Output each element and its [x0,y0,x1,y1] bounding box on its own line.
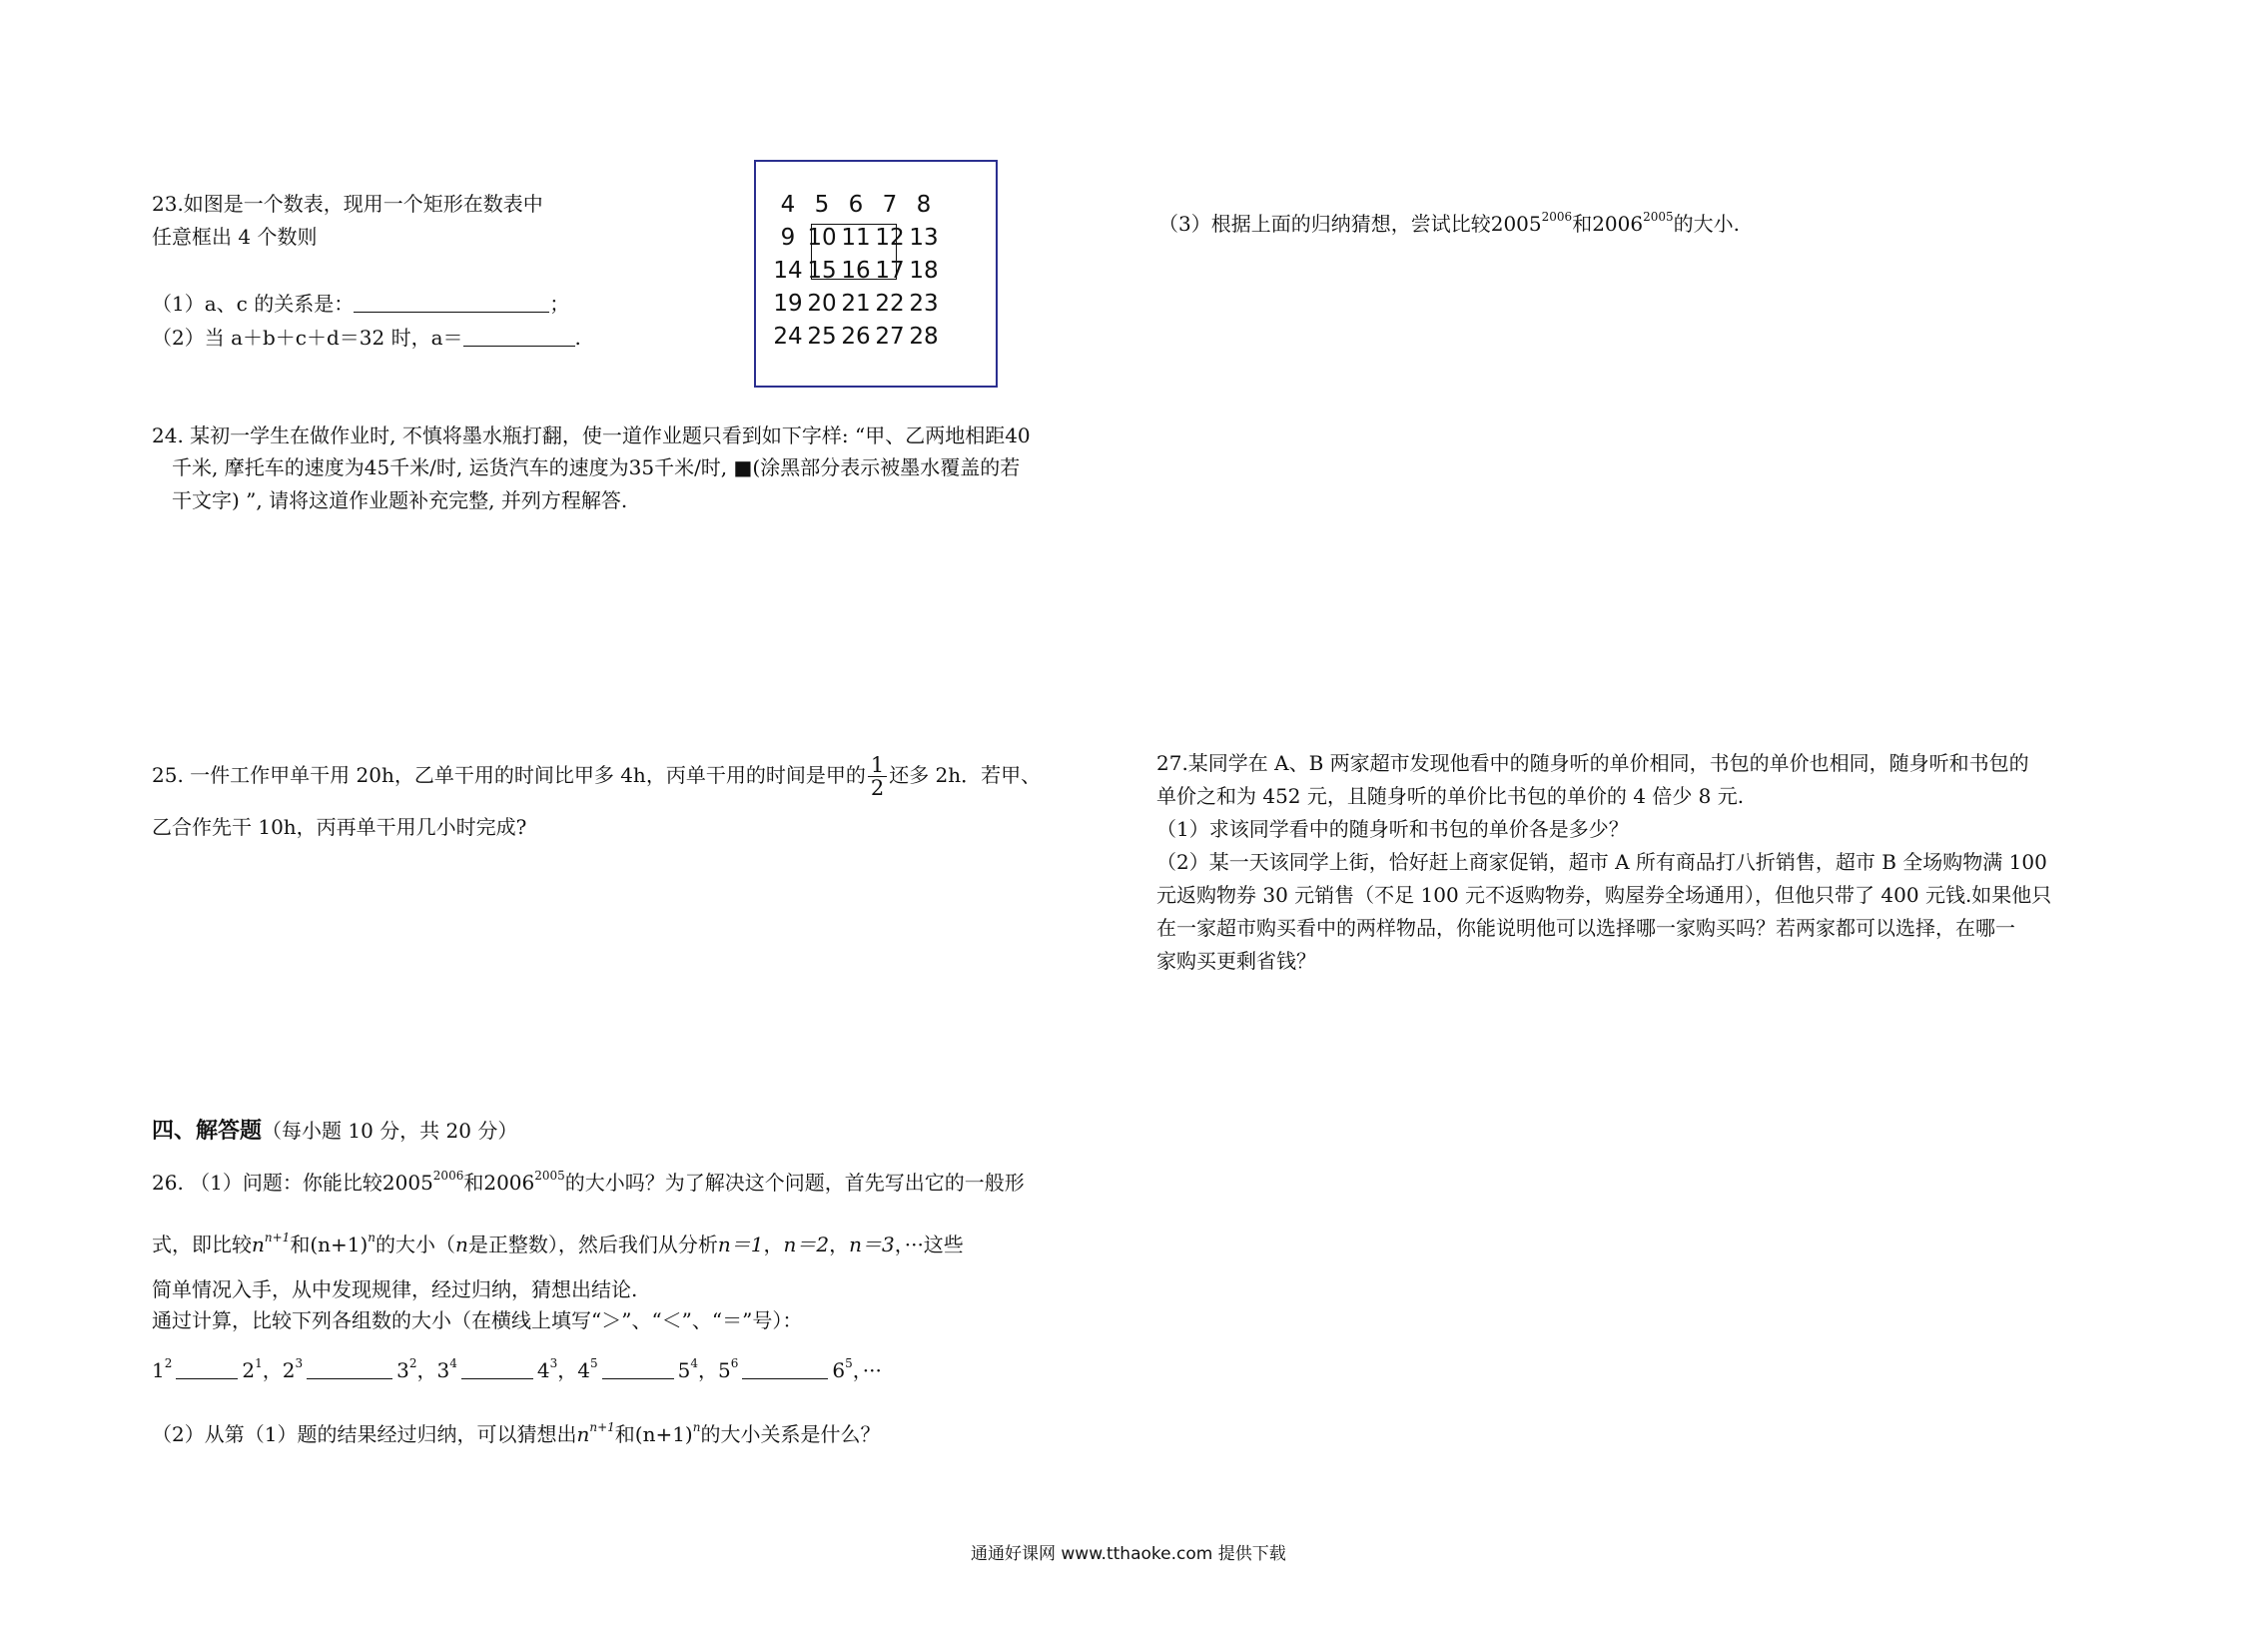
q26-3-exp2: 2005 [1643,210,1674,224]
compare-ellipsis: ，··· [852,1358,882,1382]
compare-base-b: 3 [396,1358,409,1382]
compare-blank[interactable] [602,1360,674,1379]
q26-case2: n＝2 [783,1233,830,1256]
q26-exp1: 2006 [432,1169,464,1183]
q27-line6: 在一家超市购买看中的两样物品，你能说明他可以选择哪一家购买吗？若两家都可以选择，在哪一 [1156,916,2015,940]
table-cell: 14 [773,258,803,284]
compare-exp-a: 3 [295,1356,304,1370]
compare-base-a: 3 [436,1358,450,1382]
q26-line4: 通过计算，比较下列各组数的大小（在横线上填写“＞”、“＜”、“＝”号）： [152,1308,803,1332]
q26-np1: (n+1) [310,1233,369,1256]
q24-line1: 24. 某初一学生在做作业时, 不慎将墨水瓶打翻，使一道作业题只看到如下字样: “甲、乙两地相距40 [152,423,1031,447]
q27-line5: 元返购物券 30 元销售（不足 100 元不返购物券，购屋券全场通用），但他只带了 400 元钱.如果他只 [1156,883,2052,907]
q26-case1: n＝1 [717,1233,764,1256]
q25-text-a: 25. 一件工作甲单干用 20h，乙单干用的时间比甲多 4h，丙单干用的时间是甲的 [152,763,866,788]
compare-base-a: 1 [152,1358,165,1382]
table-cell: 19 [773,291,803,317]
table-cell: 17 [875,258,905,284]
compare-item [437,1358,558,1382]
q26-l1-text-b: 的大小吗？为了解决这个问题，首先写出它的一般形 [564,1171,1025,1195]
q26-compare-row [152,1358,882,1382]
table-cell: 10 [807,225,837,251]
q26-np1-exp: n [368,1231,376,1244]
q23-part1-text: （1）a、c 的关系是： [152,292,355,316]
section-4-title: 四、解答题 [152,1119,263,1144]
compare-base-b: 5 [677,1358,691,1382]
q26-p2-and: 和 [614,1422,635,1446]
q26-part3 [1158,212,1740,236]
q25-fraction [868,754,887,799]
table-cell: 22 [875,291,905,317]
q26-n: n [252,1233,265,1256]
compare-blank[interactable] [176,1360,238,1379]
compare-item [283,1358,417,1382]
q26-3-and: 和 [1572,212,1593,236]
q27-line3: （1）求该同学看中的随身听和书包的单价各是多少？ [1156,817,1629,841]
q26-l2-and: 和 [290,1233,311,1256]
q27-line4: （2）某一天该同学上街，恰好赶上商家促销，超市 A 所有商品打八折销售，超市 B 全场购物满 100 [1156,850,2047,874]
table-cell: 25 [807,324,837,350]
q26-l2-text-d: ，···这些 [894,1233,964,1256]
compare-exp-b: 5 [845,1356,853,1370]
table-cell: 24 [773,324,803,350]
table-cell: 18 [909,258,939,284]
table-cell: 15 [807,258,837,284]
q24-line2: 千米, 摩托车的速度为45千米/时, 运货汽车的速度为35千米/时, ■(涂黑部分表示被墨水覆盖的若 [172,455,1021,479]
compare-separator: ， [416,1358,437,1382]
q26-l1-text-a: 26. （1）问题：你能比较 [152,1171,382,1195]
q23-part1-end: ； [549,292,570,316]
q26-n-exp: n+1 [264,1231,291,1244]
q26-3-base2: 2006 [1592,212,1644,236]
q26-l2-text-c: 是正整数），然后我们从分析 [467,1233,718,1256]
compare-exp-a: 6 [730,1356,739,1370]
q25-line2: 乙合作先干 10h，丙再单干用几小时完成? [152,815,527,839]
table-cell: 8 [916,192,932,218]
compare-exp-b: 4 [690,1356,698,1370]
q26-base2: 2006 [483,1171,535,1195]
table-cell: 7 [882,192,898,218]
q26-line2 [152,1233,964,1256]
q26-line1 [152,1171,1025,1195]
q27-line2: 单价之和为 452 元，且随身听的单价比书包的单价的 4 倍少 8 元. [1156,784,1745,808]
compare-base-a: 5 [718,1358,731,1382]
q23-part2-end: . [574,326,581,350]
q23-part1 [152,292,569,316]
q26-p2-np1-exp: n [692,1420,701,1434]
compare-blank[interactable] [307,1360,392,1379]
table-cell: 26 [841,324,871,350]
compare-exp-b: 1 [255,1356,263,1370]
q23-part2-blank[interactable] [463,328,575,347]
q26-power-2006 [483,1171,564,1195]
q26-p2-np1: (n+1) [634,1422,693,1446]
table-cell: 21 [841,291,871,317]
q26-line3: 简单情况入手，从中发现规律，经过归纳，猜想出结论. [152,1277,638,1301]
q26-base1: 2005 [381,1171,433,1195]
q26-p2-text-b: 的大小关系是什么？ [700,1422,881,1446]
compare-blank[interactable] [742,1360,828,1379]
q24-line3: 干文字) ”, 请将这道作业题补充完整, 并列方程解答. [172,488,628,512]
q26-3-base1: 2005 [1490,212,1542,236]
q26-l1-and: 和 [463,1171,484,1195]
table-cell: 20 [807,291,837,317]
table-cell: 16 [841,258,871,284]
compare-blank[interactable] [461,1360,533,1379]
q23-part1-blank[interactable] [354,294,549,313]
section-4-note: （每小题 10 分，共 20 分） [262,1119,518,1143]
q23-line1: 23.如图是一个数表，现用一个矩形在数表中 [152,192,543,216]
q23-part2 [152,326,581,350]
compare-item [577,1358,698,1382]
table-cell: 28 [909,324,939,350]
table-cell: 4 [780,192,796,218]
compare-separator: ， [557,1358,578,1382]
q26-exp2: 2005 [534,1169,565,1183]
footer-credit: 通通好课网 www.tthaoke.com 提供下载 [971,1544,1286,1564]
table-cell: 11 [841,225,871,251]
compare-separator: ， [262,1358,283,1382]
q27-line7: 家购买更剩省钱？ [1156,949,1316,973]
compare-item [152,1358,263,1382]
table-cell: 23 [909,291,939,317]
q26-p2-n: n [576,1422,590,1446]
table-cell: 5 [814,192,830,218]
compare-base-b: 2 [242,1358,256,1382]
table-cell: 13 [909,225,939,251]
q25-text-b: 还多 2h．若甲、 [889,763,1042,788]
q25-frac-den: 2 [870,776,885,801]
compare-exp-a: 4 [449,1356,457,1370]
q26-p2-text-a: （2）从第（1）题的结果经过归纳，可以猜想出 [152,1422,577,1446]
q26-power-2005 [382,1171,463,1195]
compare-exp-b: 2 [408,1356,417,1370]
q23-line2: 任意框出 4 个数则 [152,225,318,249]
q26-l2-n: n [455,1233,468,1256]
q26-case3: n＝3 [849,1233,895,1256]
compare-exp-a: 5 [589,1356,598,1370]
compare-exp-a: 2 [164,1356,173,1370]
compare-base-a: 4 [577,1358,590,1382]
compare-exp-b: 3 [549,1356,558,1370]
compare-separator: ， [698,1358,718,1382]
table-cell: 12 [875,225,905,251]
q26-3-text-a: （3）根据上面的归纳猜想，尝试比较 [1158,212,1491,236]
q26-3-text-b: 的大小. [1673,212,1740,236]
table-cell: 6 [848,192,864,218]
q26-3-exp1: 2006 [1541,210,1573,224]
compare-item [718,1358,853,1382]
q25-line1 [152,754,1041,799]
compare-base-b: 6 [832,1358,846,1382]
q26-l2-text-a: 式，即比较 [152,1233,252,1256]
compare-base-b: 4 [536,1358,550,1382]
table-cell: 27 [875,324,905,350]
q26-sep2: ， [829,1233,850,1256]
table-cell: 9 [780,225,796,251]
compare-base-a: 2 [282,1358,296,1382]
section-4-heading [152,1119,517,1145]
q25-frac-num: 1 [868,754,887,777]
q27-line1: 27.某同学在 A、B 两家超市发现他看中的随身听的单价相同，书包的单价也相同，随身听和书包的 [1156,751,2029,775]
q23-part2-text: （2）当 a＋b＋c＋d＝32 时，a＝ [152,326,463,350]
number-table [754,160,998,388]
q26-l2-text-b: 的大小（ [375,1233,456,1256]
q26-sep1: ， [763,1233,784,1256]
q26-p2-n-exp: n+1 [589,1420,615,1434]
q26-part2 [152,1422,880,1446]
